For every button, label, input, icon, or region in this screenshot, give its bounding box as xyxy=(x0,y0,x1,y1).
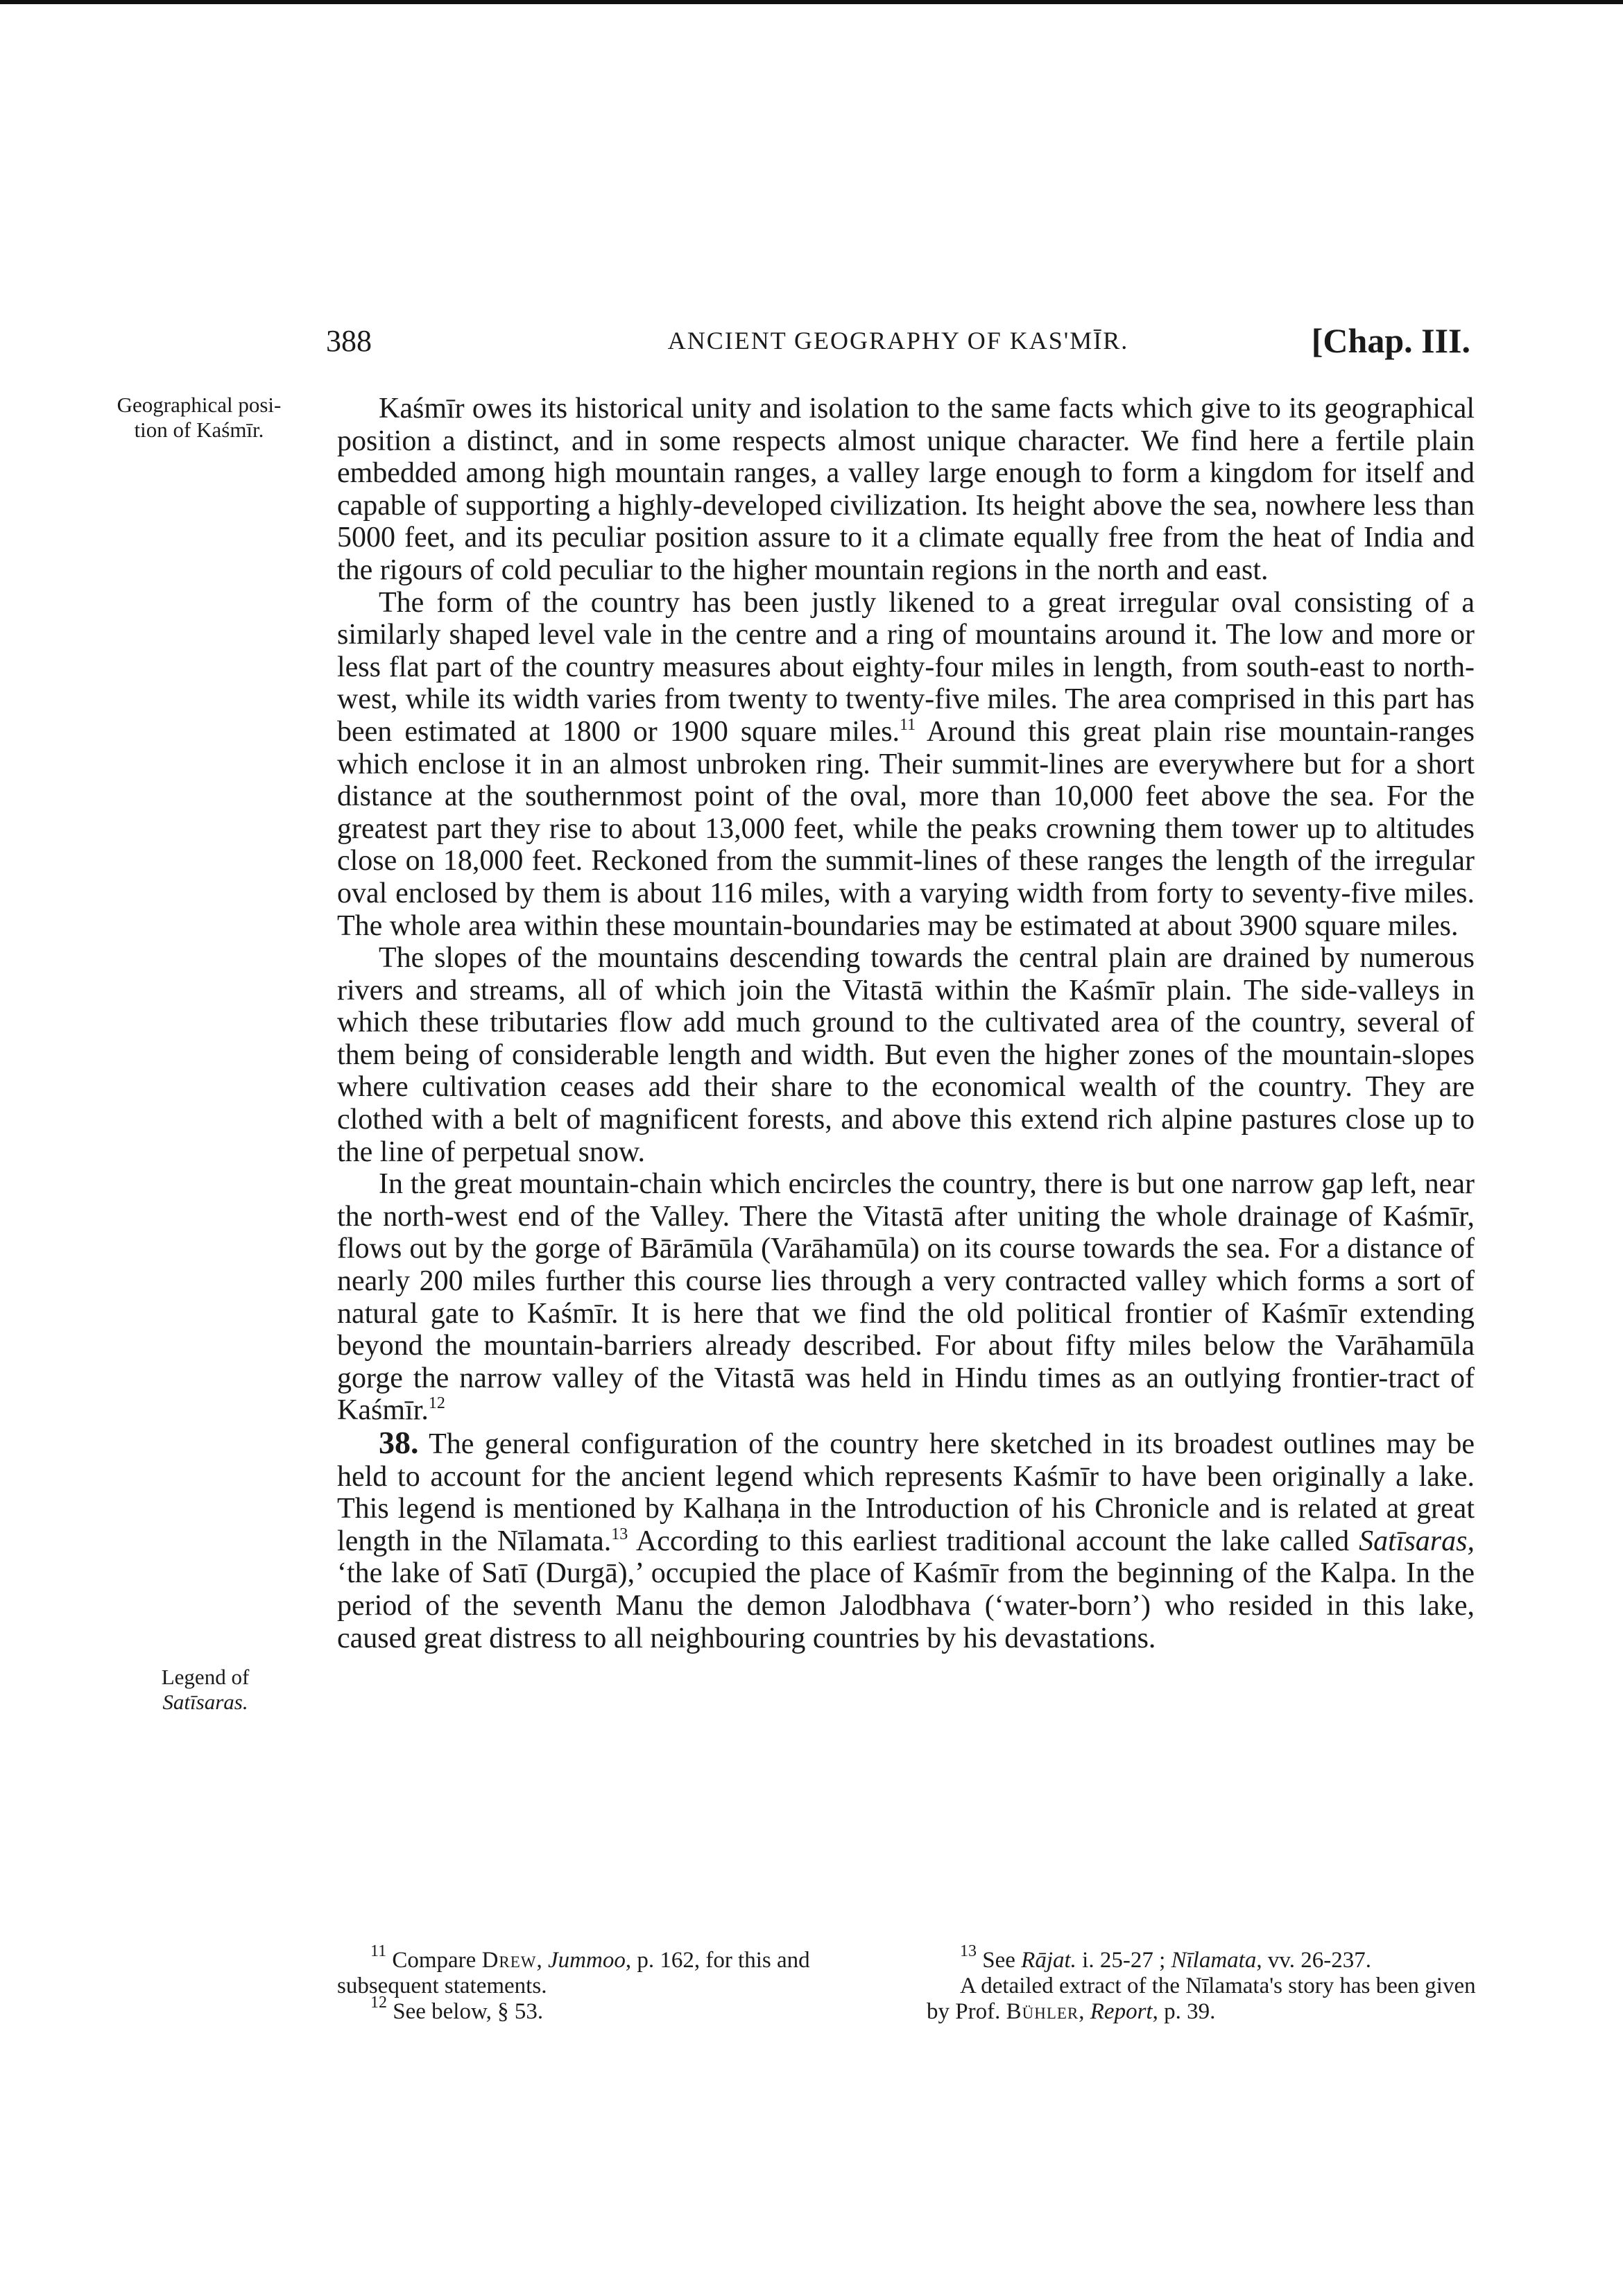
paragraph-text: The form of the country has been justly likened to a great irregular oval consisting of a similarly shaped level vale in the centre and a ring of mountains around it. The low and more or less flat part of the country measures about eighty-four miles in length, from south-east to north-west, while its width varies from twenty to twenty-five miles. The area comprised in this part has been estimated at 1800 or 1900 square miles. xyxy=(337,586,1475,748)
sidenote-line: Geographical posi- xyxy=(117,393,282,417)
paragraph-text: Around this great plain rise mountain-ranges which enclose it in an almost unbroken ring. Their summit-lines are everywhere but for a short distance at the southernmost point of the oval, more than 10,000 feet above the sea. For the greatest part they rise to about 13,000 feet, while the peaks crowning them tower up to altitudes close on 18,000 feet. Reckoned from the summit-lines of these ranges the length of the irregular oval enclosed by them is about 116 miles, with a varying width from forty to seventy-five miles. The whole area within these mountain-boundaries may be estimated at about 3900 square miles. xyxy=(337,715,1475,942)
footnote-author: Bühler xyxy=(1006,1999,1079,2024)
paragraph-text: The general configuration of the country here sketched in its broadest outlines may be held to account for the ancient legend which represents Kaśmīr to have been originally a lake. This legend is mentioned by Kalhaṇa in the Introduction of his Chronicle and is related at great length in the Nīlamata. xyxy=(337,1428,1475,1557)
paragraph-text: In the great mountain-chain which encircles the country, there is but one narrow gap left, near the north-west end of the Valley. There the Vitastā after uniting the whole drainage of Kaśmīr, flows out by the gorge of Bārāmūla (Varāhamūla) on its course towards the sea. For a distance of nearly 200 miles further this course lies through a very contracted valley which forms a sort of natural gate to Kaśmīr. It is here that we find the old political frontier of Kaśmīr extending beyond the mountain-barriers already described. For about fifty miles below the Varāhamūla gorge the narrow valley of the Vitastā was held in Hindu times as an outlying frontier-tract of Kaśmīr. xyxy=(337,1168,1475,1427)
footnote-number: 12 xyxy=(370,1994,387,2012)
footnote-13-continued xyxy=(927,1973,1488,2025)
footnote-text: i. 25-27 ; xyxy=(1076,1948,1171,1973)
footnote-ref[interactable]: 13 xyxy=(611,1525,628,1543)
footnote-12 xyxy=(337,1994,892,2025)
footnote-text: A detailed extract of the Nīlamata's story has been given by Prof. xyxy=(927,1973,1476,2024)
paragraph-text: ‘the lake of Satī (Durgā),’ occupied the place of Kaśmīr from the beginning of the Kalpa. In the period of the seventh Manu the demon Jalodbhava (‘water-born’) who resided in this lake, caused great distress to all neighbouring countries by his devastations. xyxy=(337,1557,1475,1654)
main-text xyxy=(337,393,1475,1654)
paragraph xyxy=(337,1427,1475,1654)
sidenote-line: tion of Kaśmīr. xyxy=(134,418,264,442)
footnote-ref[interactable]: 12 xyxy=(428,1394,445,1413)
paragraph-text: The slopes of the mountains descending towards the central plain are drained by numerous rivers and streams, all of which join the Vitastā within the Kaśmīr plain. The side-valleys in which these tributaries flow add much ground to the cultivated area of the country, several of them being of considerable length and width. But even the higher zones of the mountain-slopes where cultivation ceases add their share to the economical wealth of the country. They are clothed with a belt of magnificent forests, and above this extend rich alpine pastures close up to the line of perpetual snow. xyxy=(337,942,1475,1168)
sidenote-line: Legend of xyxy=(161,1665,250,1689)
footnote-author: Drew xyxy=(481,1948,537,1973)
footnote-title: Nīlamata xyxy=(1171,1948,1257,1973)
footnote-text: Compare xyxy=(386,1948,482,1973)
footnote-text: , xyxy=(536,1948,549,1973)
paragraph-text: Kaśmīr owes its historical unity and isolation to the same facts which give to its geographical position a distinct, and in some respects almost unique character. We find here a fertile plain embedded among high mountain ranges, a valley large enough to form a kingdom for itself and capable of supporting a highly-developed civilization. Its height above the sea, nowhere less than 5000 feet, and its peculiar position assure to it a climate equally free from the heat of India and the rigours of cold peculiar to the higher mountain regions in the north and east. xyxy=(337,393,1475,586)
footnote-11 xyxy=(337,1942,892,1999)
footnotes-right-column xyxy=(927,1942,1488,2025)
sidenote-line: Satīsaras. xyxy=(162,1690,248,1714)
footnote-number: 11 xyxy=(370,1942,387,1960)
paragraph xyxy=(337,1168,1475,1427)
footnote-number: 13 xyxy=(960,1942,977,1960)
footnote-text: , p. 39. xyxy=(1152,1999,1216,2024)
footnote-text: See below, § 53. xyxy=(387,1999,544,2024)
running-title: ANCIENT GEOGRAPHY OF KAS'MĪR. xyxy=(667,327,1129,354)
footnote-13 xyxy=(927,1942,1488,1973)
footnote-text: See xyxy=(977,1948,1022,1973)
sidenote-legend-of-satisaras xyxy=(129,1665,282,1715)
footnote-title: Jummoo xyxy=(548,1948,626,1973)
footnote-title: Report xyxy=(1090,1999,1153,2024)
paragraph xyxy=(337,587,1475,943)
chapter-label: [Chap. III. xyxy=(1311,321,1470,360)
footnote-title: Rājat. xyxy=(1021,1948,1076,1973)
paragraph-text: According to this earliest traditional account the lake called xyxy=(628,1525,1359,1557)
section-number: 38. xyxy=(379,1425,419,1460)
footnote-text: , p. 162, for this and subsequent statements. xyxy=(337,1948,810,1998)
footnote-text: , xyxy=(1079,1999,1090,2024)
sidenote-geographical-position xyxy=(85,393,314,443)
paragraph xyxy=(337,942,1475,1168)
footnotes-left-column xyxy=(337,1942,892,2025)
italic-term: Satīsaras, xyxy=(1359,1525,1475,1557)
paragraph xyxy=(337,393,1475,587)
top-border-rule xyxy=(0,0,1623,4)
footnote-ref[interactable]: 11 xyxy=(900,715,916,734)
page-header xyxy=(326,323,1470,365)
footnote-text: , vv. 26-237. xyxy=(1256,1948,1371,1973)
page-number: 388 xyxy=(326,324,372,358)
